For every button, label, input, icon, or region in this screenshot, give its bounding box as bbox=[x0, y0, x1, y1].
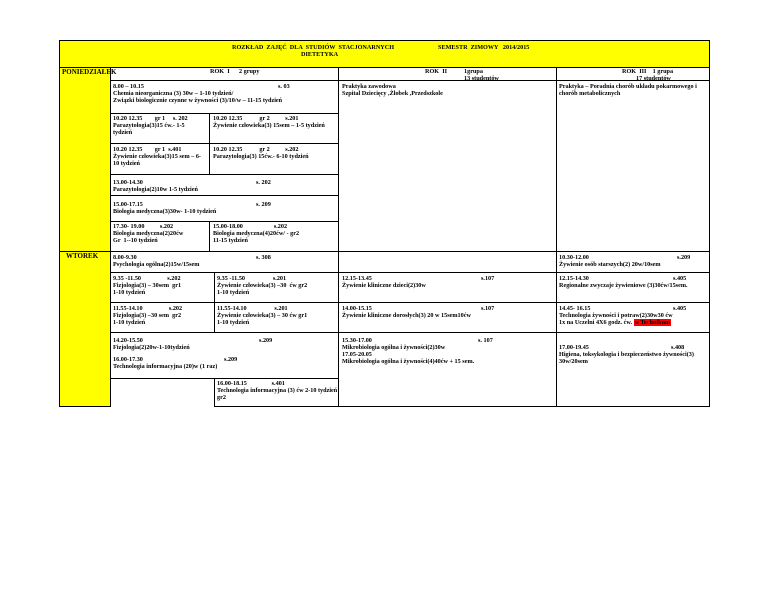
tue-y3-b-time: 12.15-14.30 bbox=[559, 275, 589, 282]
tue-y1-g-l2: Technologia informacyjna (3) ćw 2-10 tydzień bbox=[217, 387, 338, 394]
mon-y1-b3-room: s. 209 bbox=[256, 201, 271, 208]
mon-y1-e-l1: 17.30- 19.00 s.202 bbox=[113, 223, 174, 230]
tue-y2-c-line3: 17.05-20.05 bbox=[342, 351, 372, 358]
title-line-1: ROZKŁAD ZAJĘĆ DLA STUDIÓW STACJONARNYCH bbox=[232, 44, 395, 51]
tue-y1-d-l1: 11.55-14.10 s.201 bbox=[217, 305, 288, 312]
tue-y3-c-line3-text: 1x na Uczelni 4X6 godz. ćw. bbox=[559, 319, 634, 326]
tue-y1-b1-time: 8.00-9.30 bbox=[113, 254, 137, 261]
tue-y1-b-l2: Żywienie człowieka(3) –30 ćw gr2 bbox=[217, 282, 308, 289]
mon-y2-col bbox=[338, 80, 557, 252]
tue-y3-c-time: 14.45- 16.15 bbox=[559, 305, 591, 312]
tue-y2-b-time: 14.00-15.15 bbox=[342, 305, 372, 312]
mon-y1-b-l2: Żywienie człowieka(3) 15sem – 1-5 tydzień bbox=[213, 122, 325, 129]
mon-y1-e-l2: Biologia medyczna(2)20ćw bbox=[113, 230, 184, 237]
tue-y1-d-l2: Żywienie człowieka(3) – 30 ćw gr1 bbox=[217, 312, 308, 319]
tue-y3-d-line3: 30w/20sem bbox=[559, 358, 588, 365]
tue-y2-b-room: s.107 bbox=[481, 305, 495, 312]
tue-y1-b1-room: s. 308 bbox=[256, 254, 271, 261]
mon-y1-a-l2: Parazytologia(3)15 ćw.- 1-5 bbox=[113, 122, 185, 129]
mon-y1-b1-time: 8.00 – 10.15 bbox=[113, 83, 144, 90]
mon-y1-e-l3: Gr 1--10 tydzień bbox=[113, 237, 158, 244]
tue-y3-d-line2: Higiena, toksykologia i bezpieczeństwo żywności(3) bbox=[559, 351, 694, 358]
day-label-monday: PONIEDZIAŁEK bbox=[62, 68, 117, 76]
day-label-tuesday: WTOREK bbox=[66, 252, 99, 260]
mon-y3-col bbox=[556, 80, 710, 252]
tue-y1-a-l1: 9.35 -11.50 s.202 bbox=[113, 275, 181, 282]
tue-y3-a-line2: Żywienie osób starszych(2) 20w/10sem bbox=[559, 261, 661, 268]
tue-y3-c-room: s.405 bbox=[673, 305, 687, 312]
mon-y1-b2-room: s. 202 bbox=[256, 179, 271, 186]
day-cell-monday bbox=[59, 67, 111, 252]
tue-y1-b2-time: 14.20-15.50 bbox=[113, 337, 143, 344]
tue-y1-b3-time: 16.00-17.30 bbox=[113, 356, 143, 363]
mon-y1-b1-line3: Związki biologicznie czynne w żywności (3)/10/w – 11-15 tydzień bbox=[113, 97, 283, 104]
tue-y1-d-l3: 1-10 tydzień bbox=[217, 319, 250, 326]
tue-y1-c-l3: 1-10 tydzień bbox=[113, 319, 146, 326]
year2-group: 1grupa bbox=[464, 68, 483, 75]
tue-y1-b3-line2: Technologia informacyjna (20)w (1 raz) bbox=[113, 363, 218, 370]
tue-y2-a-line2: Żywienie kliniczne dzieci(2)30w bbox=[342, 282, 426, 289]
mon-y1-b2-line2: Parazytologia(2)10w 1-5 tydzień bbox=[113, 186, 198, 193]
mon-y3-line2: chorób metabolicznych bbox=[559, 90, 621, 97]
mon-y2-line1: Praktyka zawodowa bbox=[342, 83, 396, 90]
tue-y1-b3-room: s.209 bbox=[224, 356, 238, 363]
tue-y3-a-time: 10.30-12.00 bbox=[559, 254, 589, 261]
year1-groups: 2 grupy bbox=[239, 68, 260, 75]
tue-y1-b-l1: 9.35 -11.50 s.201 bbox=[217, 275, 287, 282]
tue-y2-a-time: 12.15-13.45 bbox=[342, 275, 372, 282]
year3-students: 17 studentów bbox=[636, 75, 671, 82]
year2-label: ROK II bbox=[425, 68, 448, 75]
tue-y1-g-l1: 16.00-18.15 s.401 bbox=[217, 380, 285, 387]
tue-y1-b2-line2: Fizjologia(2)20w-1-10tydzień bbox=[113, 344, 190, 351]
day-cell-tuesday bbox=[59, 251, 111, 407]
mon-y1-d-l1: 10.20 12.35 gr 2 s.202 bbox=[213, 146, 299, 153]
mon-y1-b2-time: 13.00-14.30 bbox=[113, 179, 143, 186]
mon-y2-line2: Szpital Dziecięcy ,Żłobek ,Przedszkole bbox=[342, 90, 443, 97]
tue-y3-b-room: s.405 bbox=[673, 275, 687, 282]
tue-y3-d-room: s.408 bbox=[671, 344, 685, 351]
tue-y3-c-line3 bbox=[559, 319, 671, 326]
mon-y1-b1-room: s. 03 bbox=[278, 83, 290, 90]
tue-y1-a-l2: Fizjologia(3) – 30sem gr1 bbox=[113, 282, 182, 289]
semester-label: SEMESTR ZIMOWY 2014/2015 bbox=[438, 44, 530, 51]
tue-y3-a-room: s.209 bbox=[677, 254, 691, 261]
mon-y1-b3-line2: Biologia medyczna(3)30w- 1-10 tydzień bbox=[113, 208, 217, 215]
tue-y3-b-line2: Regionalne zwyczaje żywieniowe (3)30ćw/15sem. bbox=[559, 282, 688, 289]
tue-y1-g-l3: gr2 bbox=[217, 394, 226, 401]
mon-y1-b3-time: 15.00-17.15 bbox=[113, 201, 143, 208]
year1-label: ROK I bbox=[210, 68, 230, 75]
mon-y1-d-l2: Parazytologia(3) 15ćw.- 6-10 tydzień bbox=[213, 153, 309, 160]
mon-y1-f-l3: 11-15 tydzień bbox=[213, 237, 248, 244]
highlight-technikum: w Technikum bbox=[634, 319, 671, 326]
year2-students: 13 studentów bbox=[464, 75, 499, 82]
mon-y1-f-l2: Biologia medyczna(4)20ćw/ - gr2 bbox=[213, 230, 300, 237]
mon-y3-line1: Praktyka – Poradnia chorób układu pokarmowego i bbox=[559, 83, 697, 90]
tue-y2-c-time: 15.30-17.00 bbox=[342, 337, 372, 344]
mon-y1-b-l1: 10.20 12.35 gr 2 s.201 bbox=[213, 115, 299, 122]
mon-y1-f-l1: 15.00-18.00 s.202 bbox=[213, 223, 288, 230]
mon-y1-c-l1: 10.20 12.35 gr 1 s.401 bbox=[113, 146, 182, 153]
tue-y2-b-line2: Żywienie kliniczne dorosłych(3) 20 w 15sem10ćw bbox=[342, 312, 471, 319]
title-line-2: DIETETYKA bbox=[301, 51, 339, 58]
tue-y1-b1-line2: Psychologia ogólna(2)15w/15sem bbox=[113, 261, 200, 268]
tue-y2-a-room: s.107 bbox=[481, 275, 495, 282]
mon-y1-c-l3: 10 tydzień bbox=[113, 160, 140, 167]
tue-y2-c-line4: Mikrobiologia ogólna i żywności(4)40ćw + 15 sem. bbox=[342, 358, 475, 365]
mon-y1-a-l1: 10.20 12.35 gr 1 s. 202 bbox=[113, 115, 188, 122]
tue-y1-c-l1: 11.55-14.10 s.202 bbox=[113, 305, 183, 312]
tue-y1-b2-room: s.209 bbox=[259, 337, 273, 344]
mon-y1-b1-line2: Chemia nieorganiczna (3) 30w – 1-10 tydzień/ bbox=[113, 90, 234, 97]
mon-y1-c-l2: Żywienie człowieka(3)15 sem – 6- bbox=[113, 153, 201, 160]
tue-y2-c-room: s. 107 bbox=[478, 337, 493, 344]
tue-y1-a-l3: 1-10 tydzień bbox=[113, 289, 146, 296]
tue-y1-c-l2: Fizjologia(3) –30 sem gr2 bbox=[113, 312, 182, 319]
tue-y3-d-time: 17.00-19.45 bbox=[559, 344, 589, 351]
tue-y1-b-l3: 1-10 tydzień bbox=[217, 289, 250, 296]
tue-y2-c-line2: Mikrobiologia ogólna i żywności(2)30w bbox=[342, 344, 446, 351]
mon-y1-a-l3: tydzień bbox=[113, 129, 133, 136]
tue-y3-c-line2: Technologia żywności i potraw(2)30w30 ćw bbox=[559, 312, 673, 319]
year3-label: ROK III 1 grupa bbox=[622, 68, 674, 75]
year2-header-cell bbox=[338, 67, 557, 81]
